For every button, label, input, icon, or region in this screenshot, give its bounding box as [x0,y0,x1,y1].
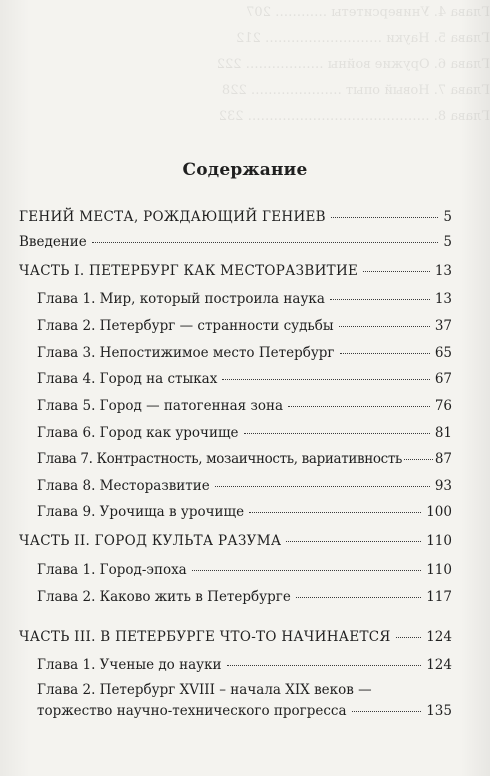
leader-dots [244,433,430,434]
toc-entry-part3-ch2[interactable] [37,680,452,722]
toc-entry-label: ЧАСТЬ I. ПЕТЕРБУРГ КАК МЕСТОРАЗВИТИЕ [19,263,359,279]
toc-entry-part1-ch9[interactable] [37,503,452,521]
toc-entry-part2-ch2[interactable] [37,588,452,606]
toc-entry-page: 100 [426,504,452,520]
toc-entry-part2-ch1[interactable] [37,561,452,579]
toc-entry-page: 110 [426,562,452,578]
toc-entry-part1-ch1[interactable] [37,290,452,308]
toc-entry-part1-ch7[interactable] [37,450,452,468]
toc-entry-part-1[interactable] [19,262,452,280]
leader-dots [296,597,421,598]
leader-dots [396,637,422,638]
toc-entry-genius[interactable] [19,208,452,226]
toc-entry-label: ГЕНИЙ МЕСТА, РОЖДАЮЩИЙ ГЕНИЕВ [19,209,326,225]
toc-entry-label: Глава 9. Урочища в урочище [37,504,245,520]
leader-dots [288,406,430,407]
leader-dots [330,299,430,300]
toc-entry-label: Глава 5. Город — патогенная зона [37,398,283,414]
leader-dots [215,486,430,487]
leader-dots [92,242,439,243]
toc-entry-page: 124 [426,629,452,645]
leader-dots [331,217,439,218]
toc-entry-part-2[interactable] [19,532,452,550]
toc-entry-part1-ch5[interactable] [37,397,452,415]
toc-entry-page: 93 [434,478,452,494]
toc-entry-label: Глава 8. Месторазвитие [37,478,210,494]
toc-entry-page: 117 [426,589,452,605]
toc-entry-label: Глава 1. Мир, который построила наука [37,291,325,307]
toc-entry-page: 124 [426,657,452,673]
toc-entry-label: ЧАСТЬ III. В ПЕТЕРБУРГЕ ЧТО-ТО НАЧИНАЕТСЯ [19,629,391,645]
toc-entry-label: Глава 6. Город как урочище [37,425,239,441]
toc-entry-page: 110 [426,533,452,549]
leader-dots [192,570,421,571]
toc-entry-page: 13 [434,263,452,279]
toc-entry-label: Глава 1. Ученые до науки [37,657,222,673]
toc-entry-part1-ch8[interactable] [37,477,452,495]
leader-dots [249,512,421,513]
toc-entry-part1-ch3[interactable] [37,344,452,362]
toc-entry-page: 81 [434,425,452,441]
toc-entry-part3-ch1[interactable] [37,656,452,674]
toc-entry-label: Глава 4. Город на стыках [37,371,218,387]
toc-entry-label: Глава 7. Контрастность, мозаичность, вариативность [37,451,402,467]
toc-entry-label-line1: Глава 2. Петербург XVIII – начала XIX веков — [37,682,372,698]
bleed-through-text: Глава 4. Университеты ………… 207 Глава 5. Науки ……………………… 212 Глава 6. Оружие войны ……………… 222 Глава 7. Новый опыт ………………… 228 Глава 8. …………………………………… 232 [216,5,490,124]
page-title: Содержание [182,160,308,180]
toc-entry-page: 135 [426,703,452,719]
leader-dots [339,326,430,327]
toc-entry-label: Глава 2. Каково жить в Петербурге [37,589,291,605]
toc-entry-label: ЧАСТЬ II. ГОРОД КУЛЬТА РАЗУМА [19,533,282,549]
toc-entry-part-3[interactable] [19,628,452,646]
toc-entry-intro[interactable] [19,233,452,251]
toc-entry-part1-ch6[interactable] [37,424,452,442]
toc-entry-page: 67 [434,371,452,387]
leader-dots [363,271,430,272]
toc-entry-label: Глава 3. Непостижимое место Петербург [37,345,335,361]
toc-entry-label: Глава 1. Город-эпоха [37,562,187,578]
toc-entry-page: 65 [434,345,452,361]
toc-entry-label: Введение [19,234,87,250]
toc-entry-label-line2: торжество научно-технического прогресса [37,703,347,719]
toc-entry-page: 76 [434,398,452,414]
leader-dots [286,541,421,542]
toc-entry-label: Глава 2. Петербург — странности судьбы [37,318,334,334]
toc-entry-page: 5 [443,234,452,250]
toc-entry-page: 5 [443,209,452,225]
leader-dots [352,711,422,712]
toc-entry-page: 87 [434,451,452,467]
leader-dots [340,353,430,354]
leader-dots [404,459,433,460]
toc-entry-page: 37 [434,318,452,334]
toc-entry-page: 13 [434,291,452,307]
leader-dots [222,379,429,380]
toc-entry-part1-ch2[interactable] [37,317,452,335]
leader-dots [227,665,422,666]
toc-entry-part1-ch4[interactable] [37,370,452,388]
